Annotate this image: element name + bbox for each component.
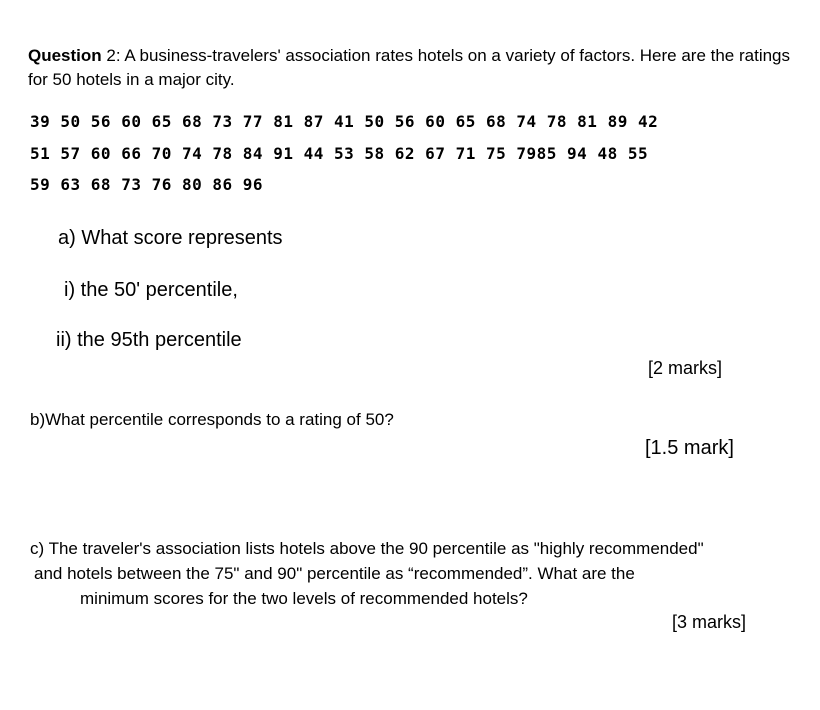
part-a-ii: ii) the 95th percentile [56,329,242,351]
ratings-line-1: 39 50 56 60 65 68 73 77 81 87 41 50 56 60 65 68 74 78 81 89 42 [30,112,659,131]
part-c-line-2: and hotels between the 75" and 90" percentile as “recommended”. What are the [34,564,635,583]
question-label: Question [28,46,102,65]
part-c-line-3: minimum scores for the two levels of recommended hotels? [80,589,528,608]
part-c-line-1: c) The traveler's association lists hotels above the 90 percentile as "highly recommended" [30,539,704,558]
part-b-marks: [1.5 mark] [645,437,734,459]
question-intro [28,44,798,92]
part-c-question [30,536,704,611]
part-a-heading: a) What score represents [58,227,283,249]
part-b-question: b)What percentile corresponds to a rating of 50? [30,410,394,429]
ratings-line-3: 59 63 68 73 76 80 86 96 [30,175,264,194]
part-a-i: i) the 50' percentile, [64,279,238,301]
question-text: A business-travelers' association rates hotels on a variety of factors. Here are the ratings for 50 hotels in a major city. [28,46,791,89]
part-a-marks: [2 marks] [648,358,723,378]
question-number: 2: [106,46,121,65]
part-c-marks: [3 marks] [672,612,747,632]
ratings-line-2: 51 57 60 66 70 74 78 84 91 44 53 58 62 67 71 75 7985 94 48 55 [30,144,649,163]
